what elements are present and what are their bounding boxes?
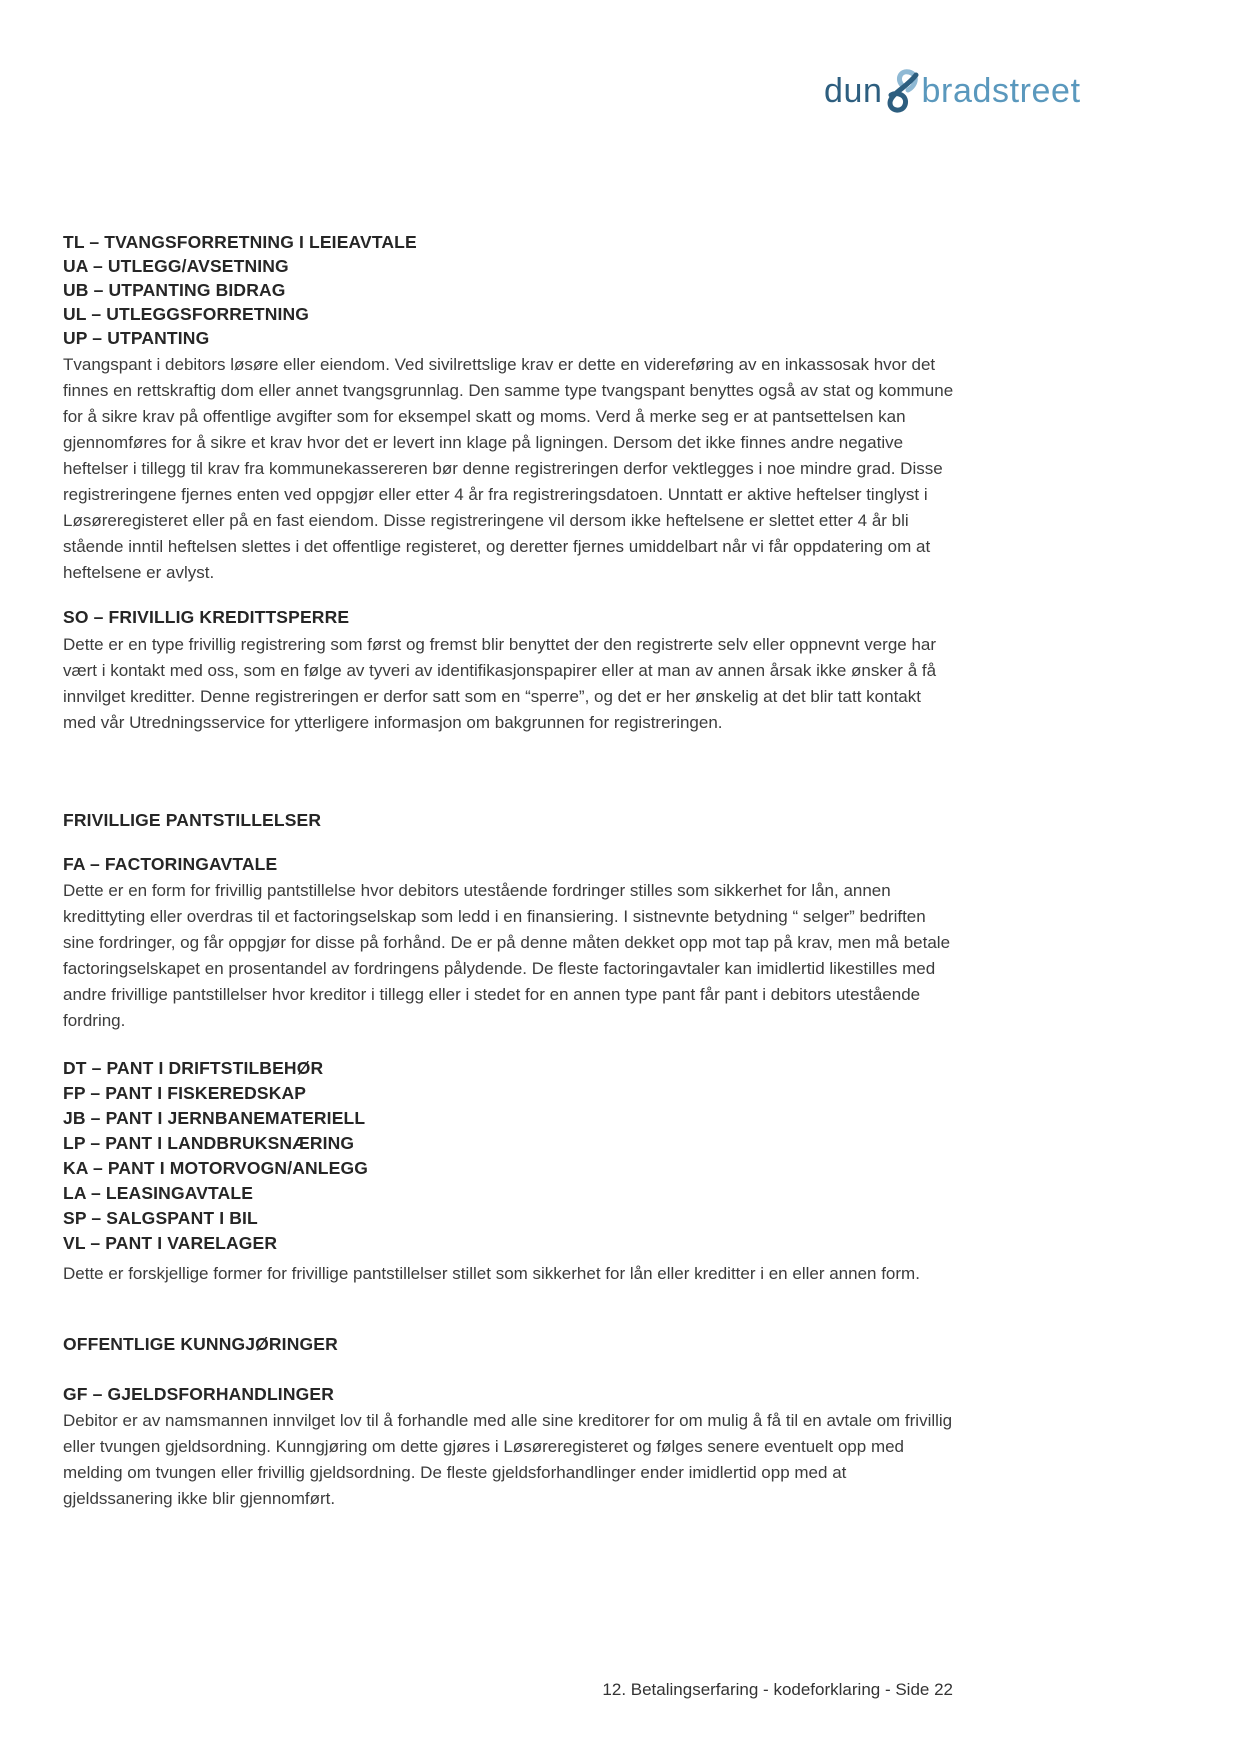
code-line-vl: VL – PANT I VARELAGER bbox=[63, 1233, 278, 1253]
code-line-fp: FP – PANT I FISKEREDSKAP bbox=[63, 1083, 307, 1103]
logo-word-dun: dun bbox=[824, 72, 883, 110]
pant-paragraph: Dette er forskjellige former for frivillige pantstillelser stillet som sikkerhet for lån eller kreditter i en eller annen form. bbox=[63, 1264, 920, 1283]
code-line-la: LA – LEASINGAVTALE bbox=[63, 1183, 254, 1203]
so-heading: SO – FRIVILLIG KREDITTSPERRE bbox=[63, 607, 350, 627]
code-line-ul: UL – UTLEGGSFORRETNING bbox=[63, 304, 310, 324]
code-line-ua: UA – UTLEGG/AVSETNING bbox=[63, 256, 289, 276]
page-footer: 12. Betalingserfaring - kodeforklaring - Side 22 bbox=[602, 1680, 953, 1699]
code-line-sp: SP – SALGSPANT I BIL bbox=[63, 1208, 258, 1228]
so-paragraph: Dette er en type frivillig registrering som først og fremst blir benyttet der den registrerte selv eller oppnevnt verge har vært i kontakt med oss, som en følge av tyveri av identifikasjonspapirer eller at man av annen årsak ikke ønsker å få innvilget kreditter. Denne registreringen er derfor satt som en “sperre”, og det er her ønskelig at det blir tatt kontakt med vår Utredningsservice for ytterligere informasjon om bakgrunnen for registreringen. bbox=[63, 635, 937, 732]
ampersand-icon bbox=[883, 68, 922, 115]
fa-paragraph: Dette er en form for frivillig pantstillelse hvor debitors utestående fordringer stilles som sikkerhet for lån, annen kredittyting eller overdras til et factoringselskap som ledd i en finansiering. I sistnevnte betydning “ selger” bedriften sine fordringer, og får oppgjør for disse på forhånd. De er på denne måten dekket opp mot tap på krav, men må betale factoringselskapet en prosentandel av fordringens pålydende. De fleste factoringavtaler kan imidlertid likestilles med andre frivillige pantstillelser hvor kreditor i tillegg eller i stedet for en annen type pant får pant i debitors utestående fordring. bbox=[63, 881, 951, 1030]
gf-paragraph: Debitor er av namsmannen innvilget lov til å forhandle med alle sine kreditorer for om mulig å få til en avtale om frivillig eller tvungen gjeldsordning. Kunngjøring om dette gjøres i Løsøreregisteret og følges senere eventuelt opp med melding om tvungen eller frivillig gjeldsordning. De fleste gjeldsforhandlinger ender imidlertid opp med at gjeldssanering ikke blir gjennomført. bbox=[63, 1411, 953, 1508]
tvangspant-paragraph: Tvangspant i debitors løsøre eller eiendom. Ved sivilrettslige krav er dette en videreføring av en inkassosak hvor det finnes en rettskraftig dom eller annet tvangsgrunnlag. Den samme type tvangspant benyttes også av stat og kommune for å sikre krav på offentlige avgifter som for eksempel skatt og moms. Verd å merke seg er at pantsettelsen kan gjennomføres for å sikre et krav hvor det er levert inn klage på ligningen. Dersom det ikke finnes andre negative heftelser i tillegg til krav fra kommunekassereren bør denne registreringen derfor vektlegges i noe mindre grad. Disse registreringene fjernes enten ved oppgjør eller etter 4 år fra registreringsdatoen. Unntatt er aktive heftelser tinglyst i Løsøreregisteret eller på en fast eiendom. Disse registreringene vil dersom ikke heftelsene er slettet etter 4 år bli stående inntil heftelsen slettes i det offentlige registeret, og deretter fjernes umiddelbart når vi får oppdatering om at heftelsene er avlyst. bbox=[63, 355, 954, 582]
code-line-ub: UB – UTPANTING BIDRAG bbox=[63, 280, 286, 300]
code-line-ka: KA – PANT I MOTORVOGN/ANLEGG bbox=[63, 1158, 368, 1178]
code-line-dt: DT – PANT I DRIFTSTILBEHØR bbox=[63, 1058, 324, 1078]
code-line-lp: LP – PANT I LANDBRUKSNÆRING bbox=[63, 1133, 355, 1153]
frivillige-pantstillelser-heading: FRIVILLIGE PANTSTILLELSER bbox=[63, 810, 322, 830]
logo-word-bradstreet: bradstreet bbox=[921, 72, 1081, 110]
gf-heading: GF – GJELDSFORHANDLINGER bbox=[63, 1384, 334, 1404]
pant-code-list bbox=[63, 1056, 958, 1256]
code-line-tl: TL – TVANGSFORRETNING I LEIEAVTALE bbox=[63, 232, 417, 252]
offentlige-kunngjoringer-heading: OFFENTLIGE KUNNGJØRINGER bbox=[63, 1334, 338, 1354]
code-line-jb: JB – PANT I JERNBANEMATERIELL bbox=[63, 1108, 366, 1128]
dun-and-bradstreet-logo bbox=[824, 68, 1081, 115]
code-line-up: UP – UTPANTING bbox=[63, 328, 210, 348]
fa-heading: FA – FACTORINGAVTALE bbox=[63, 854, 278, 874]
tvangspant-code-list bbox=[63, 230, 958, 350]
